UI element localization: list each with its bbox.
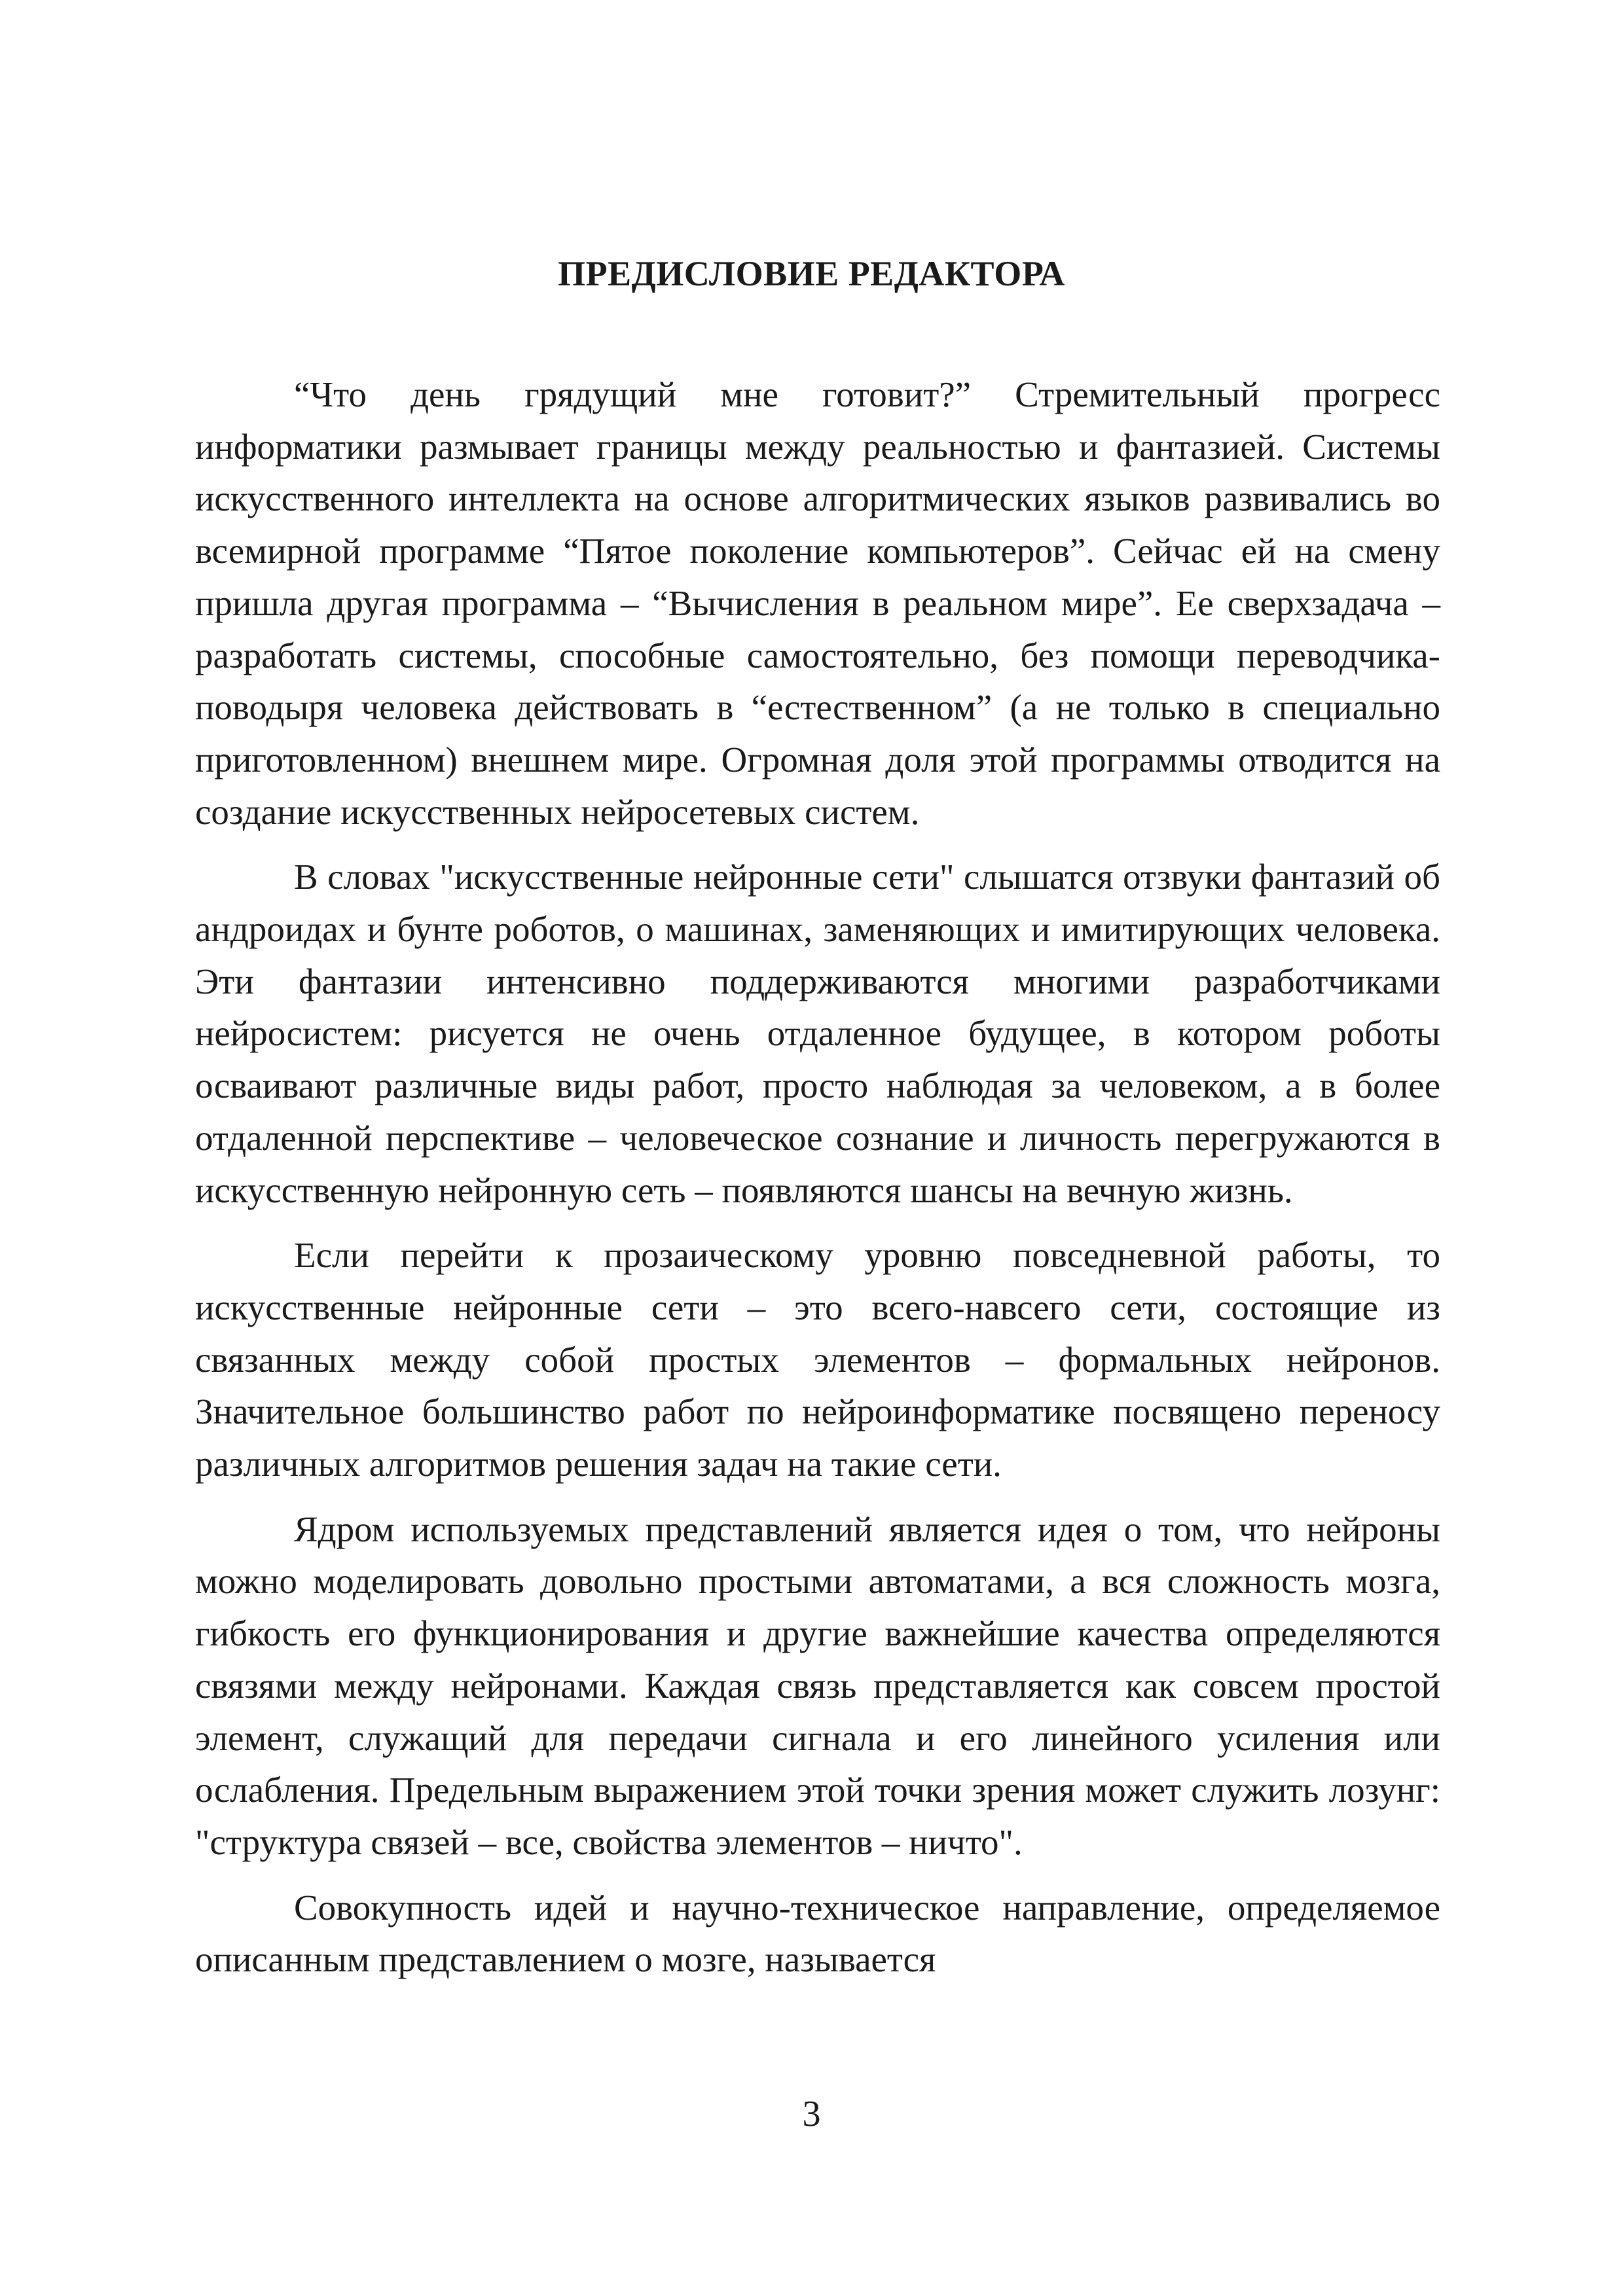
paragraph-5: Совокупность идей и научно-техническое направление, определяемое описанным представлением о мозге, называется: [195, 1887, 1440, 1980]
paragraph-1: “Что день грядущий мне готовит?” Стремительный прогресс информатики размывает границы между реальностью и фантазией. Системы искусственного интеллекта на основе алгоритмических языков развивались во всемирной программе “Пятое поколение компьютеров”. Сейчас ей на смену пришла другая программа – “Вычисления в реальном мире”. Ее сверхзадача – разработать системы, способные самостоятельно, без помощи переводчика-поводыря человека действовать в “естественном” (а не только в специально приготовленном) внешнем мире. Огромная доля этой программы отводится на создание искусственных нейросетевых систем.: [195, 374, 1440, 832]
paragraph-2: В словах "искусственные нейронные сети" слышатся отзвуки фантазий об андроидах и бунте роботов, о машинах, заменяющих и имитирующих человека. Эти фантазии интенсивно поддерживаются многими разработчиками нейросистем: рисуется не очень отдаленное будущее, в котором роботы осваивают различные виды работ, просто наблюдая за человеком, а в более отдаленной перспективе – человеческое сознание и личность перегружаются в искусственную нейронную сеть – появляются шансы на вечную жизнь.: [195, 857, 1440, 1210]
page-number: 3: [802, 2094, 821, 2134]
body-text: [195, 368, 1440, 1986]
chapter-title: ПРЕДИСЛОВИЕ РЕДАКТОРА: [558, 254, 1065, 293]
paragraph-3: Если перейти к прозаическому уровню повседневной работы, то искусственные нейронные сети – это всего-навсего сети, состоящие из связанных между собой простых элементов – формальных нейронов. Значительное большинство работ по нейроинформатике посвящено переносу различных алгоритмов решения задач на такие сети.: [195, 1235, 1440, 1484]
paragraph-4: Ядром используемых представлений является идея о том, что нейроны можно моделировать довольно простыми автоматами, а вся сложность мозга, гибкость его функционирования и другие важнейшие качества определяются связями между нейронами. Каждая связь представляется как совсем простой элемент, служащий для передачи сигнала и его линейного усиления или ослабления. Предельным выражением этой точки зрения может служить лозунг: "структура связей – все, свойства элементов – ничто".: [195, 1509, 1440, 1862]
